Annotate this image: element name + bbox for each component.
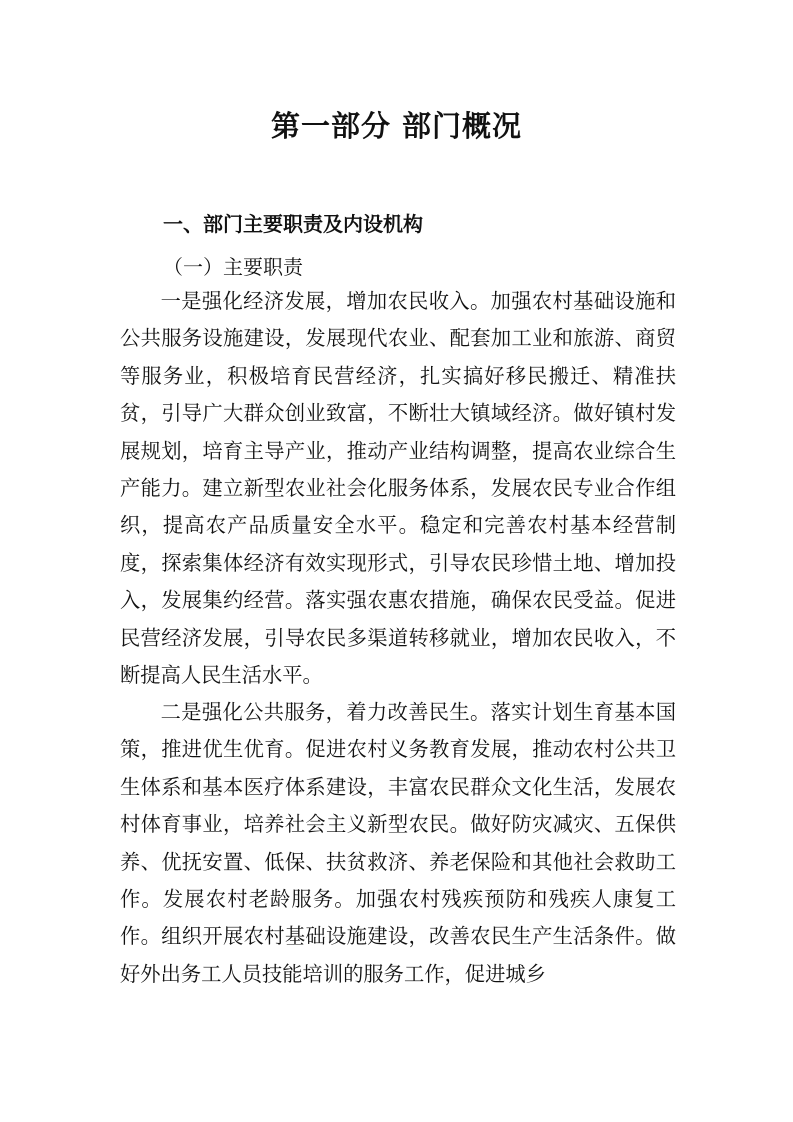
page-title: 第一部分 部门概况 [270, 109, 523, 143]
section-heading: 一、部门主要职责及内设机构 [163, 212, 423, 236]
paragraph-economic-development: 一是强化经济发展，增加农民收入。加强农村基础设施和公共服务设施建设，发展现代农业、配套加工业和旅游、商贸等服务业，积极培育民营经济，扎实搞好移民搬迁、精准扶贫，引导广大群众创业致富，不断壮大镇域经济。做好镇村发展规划，培育主导产业，推动产业结构调整，提高农业综合生产能力。建立新型农业社会化服务体系，发展农民专业合作组织，提高农产品质量安全水平。稳定和完善农村基本经营制度，探索集体经济有效实现形式，引导农民珍惜土地、增加投入，发展集约经营。落实强农惠农措施，确保农民受益。促进民营经济发展，引导农民多渠道转移就业，增加农民收入，不断提高人民生活水平。 [120, 289, 676, 688]
sub-heading: （一）主要职责 [163, 255, 303, 279]
paragraph-public-services: 二是强化公共服务，着力改善民生。落实计划生育基本国策，推进优生优育。促进农村义务教育发展，推动农村公共卫生体系和基本医疗体系建设，丰富农民群众文化生活，发展农村体育事业，培养社会主义新型农民。做好防灾减灾、五保供养、优抚安置、低保、扶贫救济、养老保险和其他社会救助工作。发展农村老龄服务。加强农村残疾预防和残疾人康复工作。组织开展农村基础设施建设，改善农民生产生活条件。做好外出务工人员技能培训的服务工作，促进城乡 [120, 700, 676, 986]
